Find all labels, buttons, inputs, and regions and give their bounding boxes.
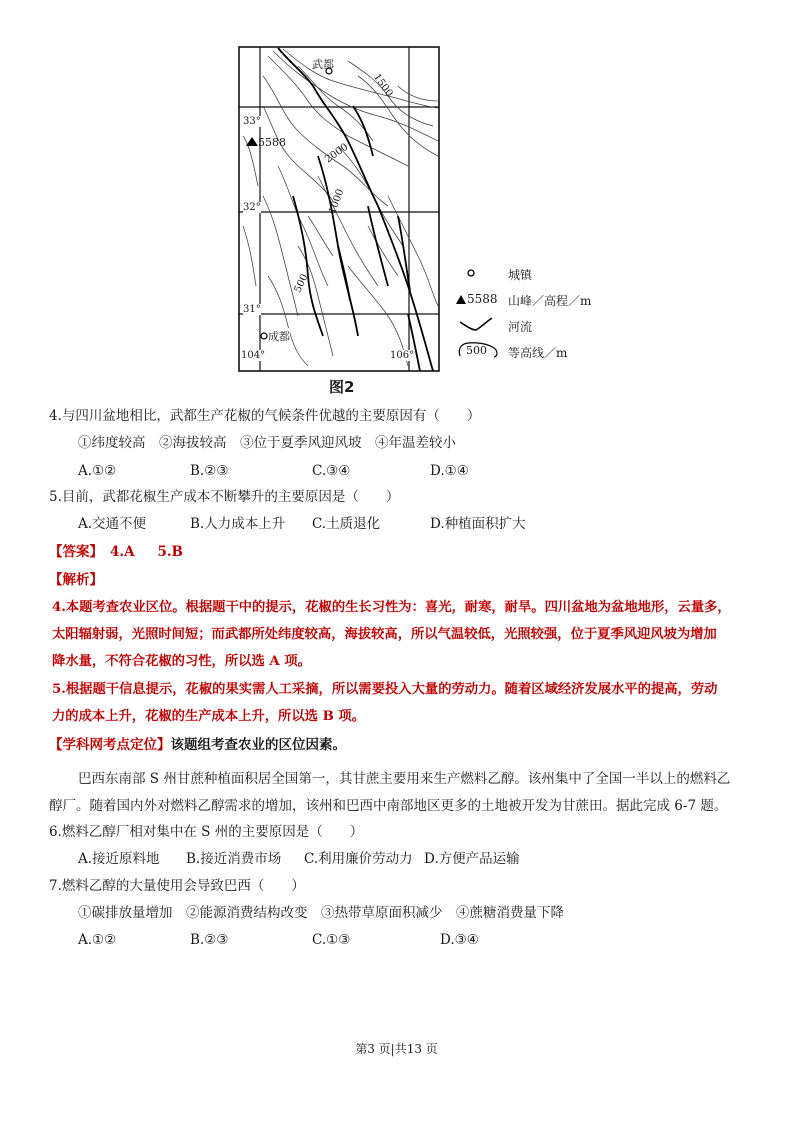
contour-label-1500: 1500 <box>370 71 395 100</box>
q5-stem: 5.目前，武都花椒生产成本不断攀升的主要原因是（ ） <box>49 489 400 505</box>
q7-option-b: B.②③ <box>190 932 229 948</box>
peak-label: 5588 <box>258 136 286 149</box>
topographic-map <box>238 46 440 372</box>
q6-stem: 6.燃料乙醇厂相对集中在 S 州的主要原因是（ ） <box>49 824 364 840</box>
q4-option-c: C.③④ <box>312 463 351 479</box>
passage-line2: 醇厂。随着国内外对燃料乙醇需求的增加，该州和巴西中南部地区更多的土地被开发为甘蔗田。据此完成 6-7 题。 <box>49 798 728 814</box>
legend-peak-value: 5588 <box>467 292 498 306</box>
contour-label-1000: 1000 <box>327 187 347 216</box>
analysis-4-line3: 降水量，不符合花椒的习性，所以选 A 项。 <box>52 654 311 669</box>
analysis-label: 【解析】 <box>49 572 103 588</box>
answer-value: 4.A 5.B <box>110 544 183 560</box>
lon-label-104: 104° <box>241 350 266 361</box>
lat-label-31: 31° <box>243 304 261 315</box>
q5-option-c: C.土质退化 <box>312 516 381 532</box>
q7-items: ①碳排放量增加 ②能源消费结构改变 ③热带草原面积减少 ④蔗糖消费量下降 <box>78 905 564 921</box>
q6-option-a: A.接近原料地 <box>78 851 160 867</box>
contour-label-500: 500 <box>292 272 311 295</box>
legend-contour-value: 500 <box>466 344 487 357</box>
legend-peak: 山峰／高程／m <box>508 294 592 308</box>
analysis-4-line2: 太阳辐射弱，光照时间短；而武都所处纬度较高，海拔较高，所以气温较低，光照较强，位于夏季风迎风坡为增加 <box>52 627 717 642</box>
peak-symbol-icon <box>455 293 467 305</box>
lon-label-106: 106° <box>390 350 415 361</box>
answer-label: 【答案】 <box>49 544 103 560</box>
q5-option-b: B.人力成本上升 <box>190 516 286 532</box>
keypoint-label: 【学科网考点定位】 <box>49 737 171 753</box>
city-label-wudu: 武都 <box>312 58 334 71</box>
q5-option-a: A.交通不便 <box>78 516 147 532</box>
q7-stem: 7.燃料乙醇的大量使用会导致巴西（ ） <box>49 878 305 894</box>
analysis-4-line1: 4.本题考查农业区位。根据题干中的提示，花椒的生长习性为：喜光，耐寒，耐旱。四川盆地为盆地地形，云量多， <box>52 600 731 615</box>
legend-contour: 等高线／m <box>508 346 568 360</box>
q4-items: ①纬度较高 ②海拔较高 ③位于夏季风迎风坡 ④年温差较小 <box>78 435 456 451</box>
passage-line1: 巴西东南部 S 州甘蔗种植面积居全国第一，其甘蔗主要用来生产燃料乙醇。该州集中了全国一半以上的燃料乙 <box>78 771 731 787</box>
q7-option-c: C.①③ <box>312 932 351 948</box>
q4-option-a: A.①② <box>78 463 117 479</box>
q7-option-a: A.①② <box>78 932 117 948</box>
keypoint-line <box>49 736 346 754</box>
river-symbol-icon <box>458 316 494 334</box>
q5-option-d: D.种植面积扩大 <box>430 516 526 532</box>
lat-label-32: 32° <box>243 202 261 213</box>
legend-town: 城镇 <box>508 268 533 282</box>
lat-label-33: 33° <box>243 116 261 127</box>
chengdu-label: 成都 <box>268 330 290 343</box>
analysis-5-line2: 力的成本上升，花椒的生产成本上升，所以选 B 项。 <box>52 709 366 724</box>
q4-option-b: B.②③ <box>190 463 229 479</box>
q4-stem: 4.与四川盆地相比，武都生产花椒的气候条件优越的主要原因有（ ） <box>49 408 481 424</box>
keypoint-text: 该题组考查农业的区位因素。 <box>170 737 346 753</box>
q4-option-d: D.①④ <box>430 463 469 479</box>
chengdu-marker <box>261 333 267 339</box>
q6-option-d: D.方便产品运输 <box>424 851 520 867</box>
q7-option-d: D.③④ <box>440 932 479 948</box>
legend-river: 河流 <box>508 320 533 334</box>
analysis-5-line1: 5.根据题干信息提示，花椒的果实需人工采摘，所以需要投入大量的劳动力。随着区域经济发展水平的提高，劳动 <box>52 682 718 697</box>
town-symbol-icon <box>466 268 476 278</box>
q6-option-c: C.利用廉价劳动力 <box>304 851 413 867</box>
q6-option-b: B.接近消费市场 <box>186 851 282 867</box>
figure-title: 图2 <box>329 378 355 396</box>
page-footer: 第3 页|共13 页 <box>355 1042 438 1056</box>
contour-label-2000: 2000 <box>323 141 351 166</box>
